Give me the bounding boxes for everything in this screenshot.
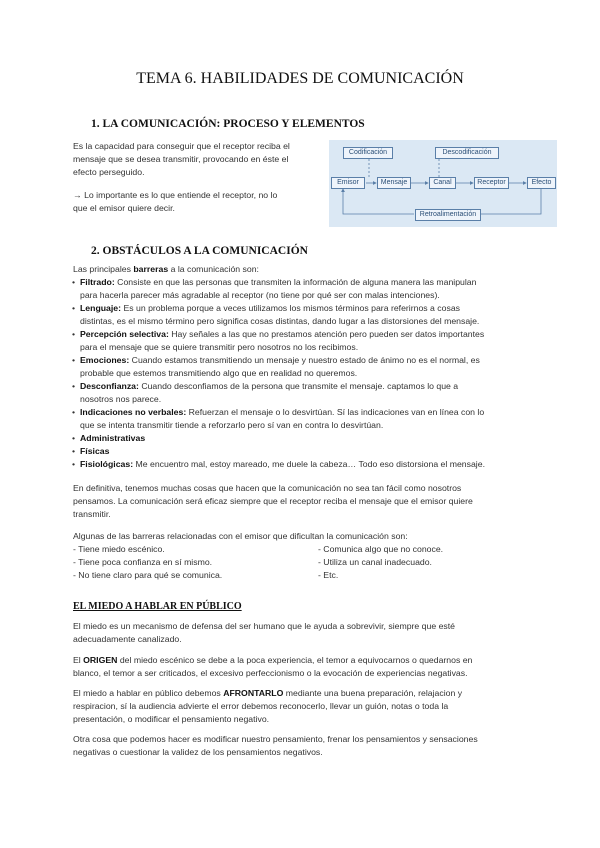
bullet-label: Administrativas (80, 433, 146, 443)
text-line: respiracion, sí la audiencia advierte el error debemos reconocerlo, llevar un guión, notas o toda la (73, 701, 449, 711)
text: del miedo escénico se debe a la poca experiencia, el temor a equivocarnos o quedarnos en (117, 655, 473, 665)
definition-paragraph (73, 140, 318, 179)
list-item: • Físicas (72, 446, 110, 456)
bullet-label: Lenguaje: (80, 303, 122, 313)
bullet-text: distintas, es el mismo término pero significa cosas distintas, dando lugar a las distorsiones del mensaje. (80, 316, 480, 326)
list-item: - Etc. (318, 570, 339, 580)
list-item: - Utiliza un canal inadecuado. (318, 557, 432, 567)
mensaje-box: Mensaje (377, 177, 411, 189)
miedo-paragraph-2 (73, 654, 528, 680)
bullet-label: Filtrado: (80, 277, 115, 287)
emisor-barreras-intro: Algunas de las barreras relacionadas con el emisor que dificultan la comunicación son: (73, 531, 408, 541)
text-line: El miedo es un mecanismo de defensa del ser humano que le ayuda a sobrevivir, siempre que esté (73, 621, 455, 631)
text-line: Otra cosa que podemos hacer es modificar nuestro pensamiento, frenar los pensamientos y sensaciones (73, 734, 478, 744)
bullet-text: Consiste en que las personas que transmiten la información de alguna manera las manipulan (114, 277, 477, 287)
bullet-text: Hay señales a las que no prestamos atención pero pueden ser datos importantes (168, 329, 485, 339)
emisor-barreras-left-column (73, 543, 222, 582)
communication-process-diagram (329, 140, 557, 227)
text: mediante una buena preparación, relajacion y (283, 688, 463, 698)
text-line: → Lo importante es lo que entiende el receptor, no lo (73, 190, 278, 200)
text-line: presentación, o modificar el pensamiento negativo. (73, 714, 270, 724)
bullet-text: para el mensaje que se quiere transmitir pero nosotros no los recibimos. (80, 342, 359, 352)
section-heading-miedo: EL MIEDO A HABLAR EN PÚBLICO (73, 601, 242, 612)
bullet-label: Fisiológicas: (80, 459, 134, 469)
bullet-text: para hacerla parecer más agradable al receptor (no tiene por qué ser con malas intenciones). (80, 290, 440, 300)
text-line: Es la capacidad para conseguir que el receptor reciba el (73, 141, 290, 151)
bullet-text: Refuerzan el mensaje o lo desvirtúan. Sí las indicaciones van en línea con lo (186, 407, 485, 417)
text-line: transmitir. (73, 509, 111, 519)
list-item: - Tiene miedo escénico. (73, 544, 165, 554)
list-item: • Indicaciones no verbales: Refuerzan el mensaje o lo desvirtúan. Sí las indicaciones van en línea con lo que se intenta transmitir tiende a reforzarlo pero sí van en contra lo desvirtúan. (73, 406, 528, 432)
miedo-paragraph-3 (73, 687, 528, 726)
miedo-paragraph-1 (73, 620, 528, 646)
bullet-text: Me encuentro mal, estoy mareado, me duele la cabeza… Todo eso distorsiona el mensaje. (133, 459, 485, 469)
bullet-text: que se intenta transmitir tiende a reforzarlo pero sí van en contra lo desvirtúan. (80, 420, 384, 430)
intro-text-end: a la comunicación son: (168, 264, 259, 274)
section-heading-obstaculos: 2. OBSTÁCULOS A LA COMUNICACIÓN (91, 245, 308, 257)
retroalimentacion-box: Retroalimentación (415, 209, 481, 221)
emisor-barreras-right-column (318, 543, 443, 582)
list-item: • Percepción selectiva: Hay señales a las que no prestamos atención pero pueden ser datos importantes para el mensaje que se quiere transmitir pero nosotros no los recibimos. (73, 328, 528, 354)
list-item: • Desconfianza: Cuando desconfiamos de la persona que transmite el mensaje. captamos lo que a nosotros nos parece. (73, 380, 528, 406)
bullet-label: Indicaciones no verbales: (80, 407, 187, 417)
list-item: - Comunica algo que no conoce. (318, 544, 444, 554)
bullet-text: Cuando estamos transmitiendo un mensaje y nuestro estado de ánimo no es el normal, es (129, 355, 480, 365)
list-item: • Administrativas (72, 433, 146, 443)
intro-bold: barreras (133, 264, 169, 274)
bullet-text: probable que estemos transmitiendo algo que en realidad no queremos. (80, 368, 358, 378)
emisor-box: Emisor (331, 177, 365, 189)
text-line: negativas o cuestionar la validez de los pensamientos negativos. (73, 747, 323, 757)
afrontarlo-bold: AFRONTARLO (223, 688, 284, 698)
bullet-label: Desconfianza: (80, 381, 139, 391)
page-title: TEMA 6. HABILIDADES DE COMUNICACIÓN (136, 70, 464, 87)
barreras-list (73, 276, 528, 471)
list-item: - Tiene poca confianza en sí mismo. (73, 557, 213, 567)
efecto-box: Efecto (527, 177, 556, 189)
conclusion-paragraph (73, 482, 528, 521)
text-line: blanco, el temor a ser criticados, el excesivo perfeccionismo o la evocación de experiencias negativas. (73, 668, 468, 678)
section-heading-comunicacion: 1. LA COMUNICACIÓN: PROCESO Y ELEMENTOS (91, 118, 365, 130)
miedo-paragraph-4 (73, 733, 528, 759)
list-item: • Fisiológicas: Me encuentro mal, estoy mareado, me duele la cabeza… Todo eso distorsiona el mensaje. (72, 459, 485, 469)
canal-box: Canal (429, 177, 456, 189)
retro-line-left (343, 189, 414, 214)
origen-bold: ORIGEN (83, 655, 118, 665)
text-line: mensaje que se desea transmitir, provocando en éste el (73, 154, 289, 164)
barreras-intro (73, 263, 528, 276)
list-item: • Emociones: Cuando estamos transmitiendo un mensaje y nuestro estado de ánimo no es el normal, es probable que estemos transmitiendo algo que en realidad no queremos. (73, 354, 528, 380)
bullet-label: Emociones: (80, 355, 130, 365)
text-line: En definitiva, tenemos muchas cosas que hacen que la comunicación no sea tan fácil como nosotros (73, 483, 462, 493)
text-line: adecuadamente canalizado. (73, 634, 182, 644)
bullet-text: Cuando desconfiamos de la persona que transmite el mensaje. captamos lo que a (138, 381, 459, 391)
text-line: efecto perseguido. (73, 167, 145, 177)
intro-text: Las principales (73, 264, 134, 274)
bullet-text: nosotros nos parece. (80, 394, 162, 404)
text: El (73, 655, 84, 665)
list-item: • Lenguaje: Es un problema porque a veces utilizamos los mismos términos para referirnos a cosas distintas, es el mismo término pero significa cosas distintas, dando lugar a las distorsiones del mensaje. (73, 302, 528, 328)
text-line: pensamos. La comunicación será eficaz siempre que el receptor reciba el mensaje que el emisor quiere (73, 496, 473, 506)
receptor-note-paragraph (73, 189, 318, 215)
list-item: • Filtrado: Consiste en que las personas que transmiten la información de alguna manera las manipulan para hacerla parecer más agradable al receptor (no tiene por qué ser con malas intenciones). (73, 276, 528, 302)
list-item: - No tiene claro para qué se comunica. (73, 570, 223, 580)
codificacion-box: Codificación (343, 147, 393, 159)
descodificacion-box: Descodificación (435, 147, 499, 159)
text-line: que el emisor quiere decir. (73, 203, 175, 213)
text: El miedo a hablar en público debemos (73, 688, 224, 698)
bullet-text: Es un problema porque a veces utilizamos los mismos términos para referirnos a cosas (121, 303, 460, 313)
receptor-box: Receptor (474, 177, 509, 189)
bullet-label: Físicas (80, 446, 110, 456)
bullet-label: Percepción selectiva: (80, 329, 169, 339)
